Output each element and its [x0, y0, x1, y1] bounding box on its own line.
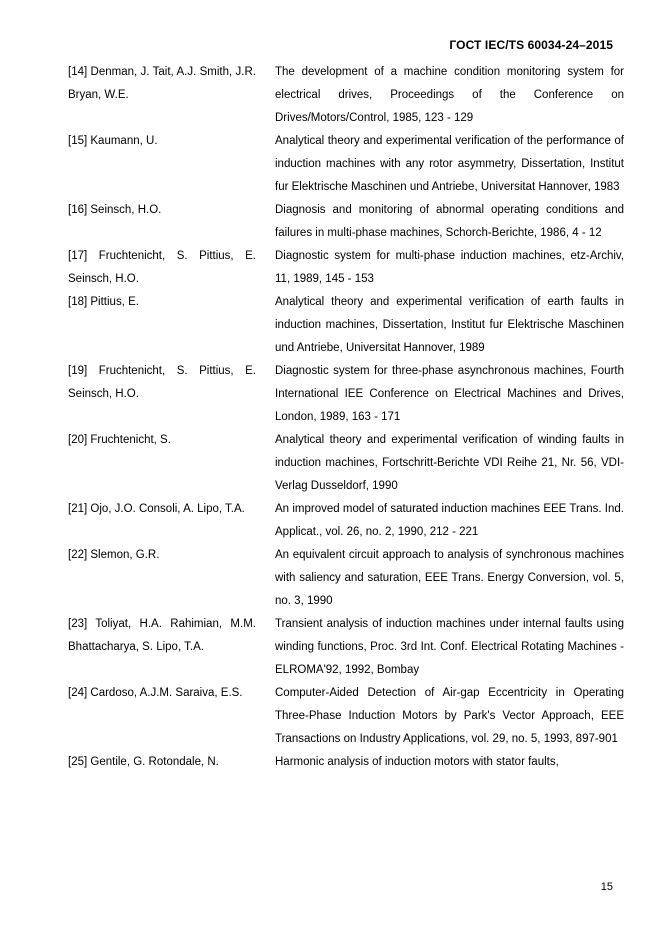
reference-item-17 — [68, 245, 624, 291]
reference-author-names: Fruchtenicht, S. Pittius, E. Seinsch, H.O. — [68, 365, 256, 400]
reference-item-19 — [68, 360, 624, 429]
reference-number: [20] — [68, 434, 88, 446]
reference-number: [24] — [68, 687, 88, 699]
reference-authors — [68, 544, 256, 567]
reference-authors — [68, 291, 256, 314]
reference-title: An improved model of saturated induction machines EEE Trans. Ind. Applicat., vol. 26, no. 2, 1990, 212 - 221 — [275, 503, 624, 538]
reference-item-24 — [68, 682, 624, 751]
reference-author-names: Ojo, J.O. Consoli, A. Lipo, T.A. — [90, 503, 245, 515]
reference-number: [19] — [68, 365, 88, 377]
reference-title: Analytical theory and experimental verification of winding faults in induction machines, Fortschritt-Berichte VDI Reihe 21, Nr. 56, VDI-Verlag Dusseldorf, 1990 — [275, 434, 624, 492]
reference-author-names: Seinsch, H.O. — [90, 204, 162, 216]
reference-title: Diagnostic system for multi-phase induction machines, etz-Archiv, 11, 1989, 145 - 153 — [275, 250, 624, 285]
reference-title: Diagnosis and monitoring of abnormal operating conditions and failures in multi-phase machines, Schorch-Berichte, 1986, 4 - 12 — [275, 204, 624, 239]
reference-author-names: Fruchtenicht, S. — [90, 434, 171, 446]
reference-author-names: Toliyat, H.A. Rahimian, M.M. Bhattacharya, S. Lipo, T.A. — [68, 618, 256, 653]
reference-author-names: Gentile, G. Rotondale, N. — [90, 756, 219, 768]
reference-number: [16] — [68, 204, 88, 216]
reference-number: [17] — [68, 250, 88, 262]
reference-title: Harmonic analysis of induction motors with stator faults, — [275, 756, 559, 768]
reference-title: Transient analysis of induction machines under internal faults using winding functions, Proc. 3rd Int. Conf. Electrical Rotating Machines - ELROMA'92, 1992, Bombay — [275, 618, 624, 676]
reference-authors — [68, 682, 256, 705]
reference-title: Computer-Aided Detection of Air-gap Eccentricity in Operating Three-Phase Induction Motors by Park's Vector Approach, EEE Transactions on Industry Applications, vol. 29, no. 5, 1993, 897-901 — [275, 687, 624, 745]
page-number: 15 — [600, 881, 613, 893]
reference-author-names: Fruchtenicht, S. Pittius, E. Seinsch, H.O. — [68, 250, 256, 285]
reference-item-22 — [68, 544, 624, 613]
reference-authors — [68, 130, 256, 153]
reference-item-20 — [68, 429, 624, 498]
reference-author-names: Pittius, E. — [90, 296, 139, 308]
reference-number: [21] — [68, 503, 88, 515]
reference-item-14 — [68, 61, 624, 130]
reference-item-23 — [68, 613, 624, 682]
reference-title: Analytical theory and experimental verification of earth faults in induction machines, Dissertation, Institut fur Elektrische Maschinen und Antriebe, Universitat Hannover, 1989 — [275, 296, 624, 354]
reference-authors — [68, 61, 256, 107]
reference-item-21 — [68, 498, 624, 544]
reference-list — [68, 61, 624, 774]
reference-item-15 — [68, 130, 624, 199]
reference-title: The development of a machine condition monitoring system for electrical drives, Proceedings of the Conference on Drives/Motors/Control, 1985, 123 - 129 — [275, 66, 624, 124]
reference-authors — [68, 613, 256, 659]
reference-authors — [68, 245, 256, 291]
reference-item-16 — [68, 199, 624, 245]
reference-author-names: Kaumann, U. — [90, 135, 158, 147]
reference-authors — [68, 360, 256, 406]
reference-title: Diagnostic system for three-phase asynchronous machines, Fourth International IEE Conference on Electrical Machines and Drives, London, 1989, 163 - 171 — [275, 365, 624, 423]
reference-authors — [68, 429, 256, 452]
reference-number: [14] — [68, 66, 88, 78]
reference-authors — [68, 199, 256, 222]
reference-number: [25] — [68, 756, 88, 768]
reference-number: [18] — [68, 296, 88, 308]
reference-author-names: Denman, J. Tait, A.J. Smith, J.R. Bryan, W.E. — [68, 66, 256, 101]
reference-item-25 — [68, 751, 624, 774]
reference-title: An equivalent circuit approach to analysis of synchronous machines with saliency and saturation, EEE Trans. Energy Conversion, vol. 5, no. 3, 1990 — [275, 549, 624, 607]
reference-number: [23] — [68, 618, 88, 630]
reference-number: [15] — [68, 135, 88, 147]
reference-authors — [68, 498, 256, 521]
reference-item-18 — [68, 291, 624, 360]
reference-author-names: Slemon, G.R. — [90, 549, 160, 561]
reference-number: [22] — [68, 549, 88, 561]
reference-title: Analytical theory and experimental verification of the performance of induction machines with any rotor asymmetry, Dissertation, Institut fur Elektrische Maschinen und Antriebe, Universitat Hannover, 1983 — [275, 135, 624, 193]
reference-authors — [68, 751, 256, 774]
reference-author-names: Cardoso, A.J.M. Saraiva, E.S. — [90, 687, 243, 699]
document-standard-header: ГОСТ IEC/TS 60034-24–2015 — [449, 38, 613, 52]
